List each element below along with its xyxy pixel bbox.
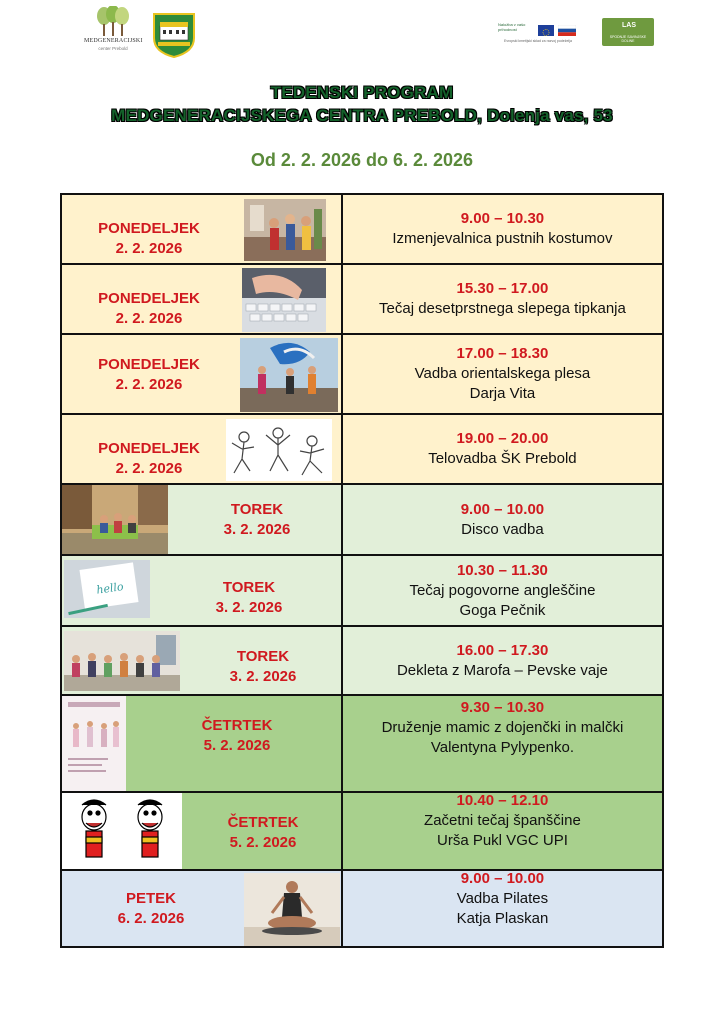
activity-title: Izmenjevalnica pustnih kostumov	[392, 230, 613, 247]
day-name: PONEDELJEK	[98, 290, 200, 307]
activity-cell	[342, 264, 663, 334]
org-name: MEDGENERACIJSKI	[84, 38, 143, 44]
day-cell	[61, 194, 342, 264]
day-name: TOREK	[222, 579, 276, 596]
activity-cell	[342, 334, 663, 414]
costume-photo	[244, 199, 326, 261]
activity-time: 9.00 – 10.00	[460, 500, 545, 518]
day-name: ČETRTEK	[201, 717, 273, 734]
day-name: PONEDELJEK	[98, 440, 200, 457]
day-name: TOREK	[236, 648, 290, 665]
day-name: TOREK	[230, 501, 284, 518]
activity-cell	[342, 870, 663, 947]
activity-time: 9.30 – 10.30	[460, 698, 545, 716]
activity-title: Začetni tečaj španščine	[424, 812, 581, 829]
day-name: PONEDELJEK	[98, 220, 200, 237]
las-label: LAS	[622, 22, 636, 29]
page-header	[0, 0, 724, 70]
schedule-row	[61, 870, 663, 947]
activity-time: 10.40 – 12.10	[456, 792, 549, 809]
activity-cell	[342, 626, 663, 695]
schedule-row	[61, 484, 663, 555]
trees-icon	[96, 6, 130, 38]
activity-title: Tečaj pogovorne angleščine	[409, 581, 596, 599]
schedule-row	[61, 264, 663, 334]
activity-title: Disco vadba	[461, 520, 544, 538]
day-cell	[61, 792, 342, 870]
medgeneracijski-logo	[84, 6, 142, 58]
municipality-coat-of-arms-icon	[152, 12, 196, 58]
group-photo	[62, 485, 168, 554]
activity-time: 10.30 – 11.30	[456, 561, 548, 579]
program-title: TEDENSKI PROGRAM	[270, 83, 454, 102]
schedule-table	[60, 193, 664, 948]
activity-time: 19.00 – 20.00	[456, 430, 549, 447]
day-cell	[61, 264, 342, 334]
mothers-poster	[62, 696, 126, 791]
schedule-row	[61, 194, 663, 264]
schedule-row	[61, 414, 663, 484]
schedule-row	[61, 695, 663, 792]
day-date: 2. 2. 2026	[115, 376, 183, 393]
day-name: ČETRTEK	[227, 814, 299, 831]
activity-cell	[342, 695, 663, 792]
slovenia-flag-icon	[558, 25, 576, 36]
eu-caption: Evropski kmetijski sklad za razvoj podeželja	[504, 39, 572, 43]
day-cell	[61, 414, 342, 484]
day-date: 2. 2. 2026	[115, 460, 183, 477]
day-date: 6. 2. 2026	[117, 910, 185, 927]
activity-title: Druženje mamic z dojenčki in malčki	[381, 718, 624, 736]
program-subtitle: MEDGENERACIJSKEGA CENTRA PREBOLD, Dolenja vas, 53	[111, 106, 613, 125]
eu-flag-icon	[538, 25, 554, 36]
schedule-row	[61, 334, 663, 414]
activity-time: 9.00 – 10.00	[460, 869, 545, 887]
day-cell	[61, 870, 342, 947]
activity-title: Vadba Pilates	[456, 889, 549, 907]
day-cell	[61, 484, 342, 555]
day-date: 2. 2. 2026	[115, 240, 183, 257]
activity-cell	[342, 792, 663, 870]
activity-title: Telovadba ŠK Prebold	[428, 450, 577, 467]
day-cell	[61, 695, 342, 792]
schedule-row	[61, 792, 663, 870]
day-name: PONEDELJEK	[98, 356, 200, 373]
eu-funding-logos	[498, 20, 588, 46]
org-subtitle: center Prebold	[98, 46, 128, 51]
activity-leader: Valentyna Pylypenko.	[430, 738, 575, 756]
day-cell	[61, 555, 342, 626]
date-range: Od 2. 2. 2026 do 6. 2. 2026	[250, 150, 474, 170]
activity-time: 17.00 – 18.30	[456, 345, 549, 362]
eu-investment-text: Naložba v vašo prihodnost	[498, 22, 526, 32]
day-date: 3. 2. 2026	[229, 668, 297, 685]
day-name: PETEK	[125, 890, 176, 907]
activity-leader: Goga Pečnik	[459, 601, 546, 619]
activity-leader: Darja Vita	[469, 385, 536, 402]
svg-text:hello: hello	[95, 580, 125, 597]
keyboard-photo	[242, 268, 326, 332]
day-cell	[61, 334, 342, 414]
activity-title: Vadba orientalskega plesa	[414, 365, 591, 382]
day-date: 3. 2. 2026	[215, 599, 283, 616]
day-date: 5. 2. 2026	[229, 834, 297, 851]
activity-cell	[342, 194, 663, 264]
activity-cell	[342, 555, 663, 626]
day-date: 3. 2. 2026	[223, 521, 291, 538]
yoga-photo	[244, 873, 340, 946]
activity-cell	[342, 484, 663, 555]
dance-photo	[240, 338, 338, 412]
schedule-row	[61, 555, 663, 626]
activity-leader: Katja Plaskan	[456, 909, 549, 927]
las-subtitle: SPODNJE SAVINJSKE DOLINE	[609, 35, 647, 43]
activity-time: 15.30 – 17.00	[456, 280, 549, 297]
hello-notebook	[64, 560, 150, 618]
activity-title: Dekleta z Marofa – Pevske vaje	[396, 661, 608, 679]
spanish-cartoon	[62, 793, 182, 869]
activity-leader: Urša Pukl VGC UPI	[437, 832, 568, 849]
activity-title: Tečaj desetprstnega slepega tipkanja	[379, 300, 626, 317]
day-date: 5. 2. 2026	[203, 737, 271, 754]
choir-photo	[64, 631, 180, 691]
activity-time: 16.00 – 17.30	[456, 641, 549, 659]
day-date: 2. 2. 2026	[115, 310, 183, 327]
activity-cell	[342, 414, 663, 484]
activity-time: 9.00 – 10.30	[460, 210, 545, 227]
exercise-sketch	[226, 419, 332, 481]
day-cell	[61, 626, 342, 695]
schedule-row	[61, 626, 663, 695]
las-logo	[602, 18, 654, 46]
